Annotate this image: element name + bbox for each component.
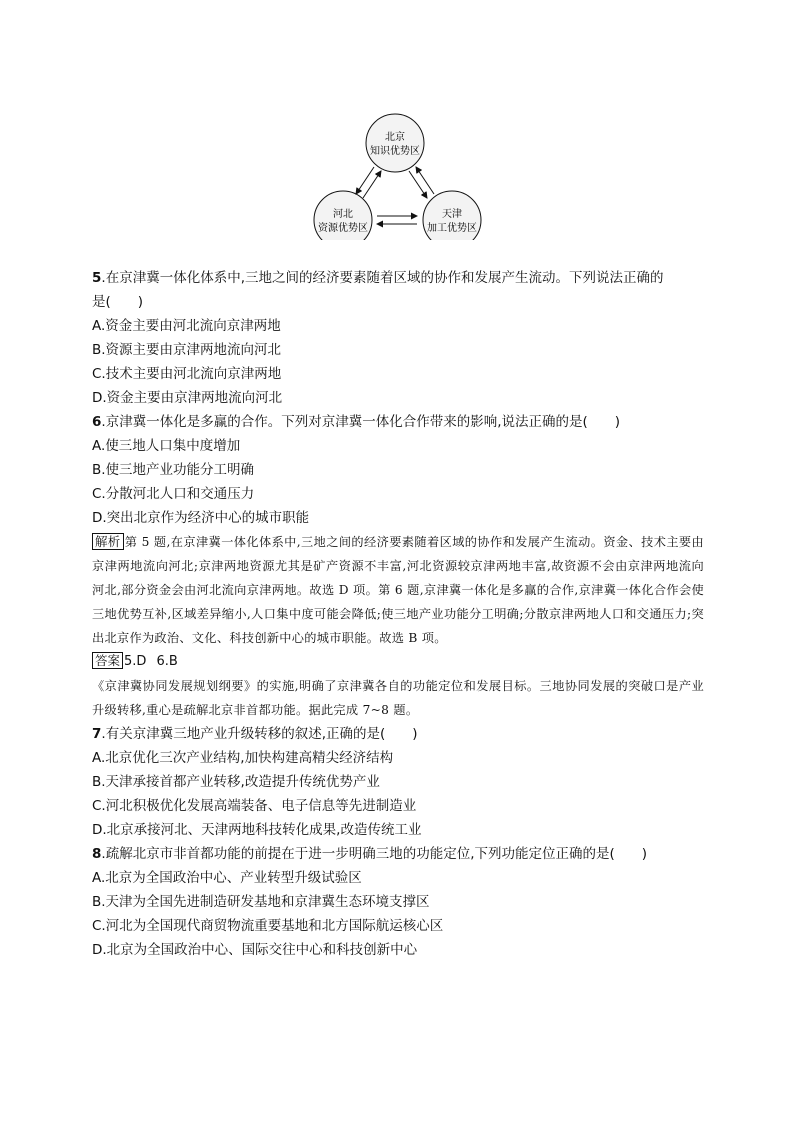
tianjin-name: 天津 bbox=[442, 209, 462, 220]
question-7-number: 7 bbox=[92, 726, 102, 742]
question-5-stem-line1: .在京津冀一体化体系中,三地之间的经济要素随着区域的协作和发展产生流动。下列说法正确的 bbox=[101, 270, 664, 286]
question-7-stem: .有关京津冀三地产业升级转移的叙述,正确的是( ) bbox=[101, 726, 418, 742]
question-7-option-a[interactable]: A.北京优化三次产业结构,加快构建高精尖经济结构 bbox=[92, 750, 394, 766]
analysis-block bbox=[92, 530, 704, 650]
answer-block bbox=[92, 650, 704, 674]
answer-value-5: 5.D bbox=[124, 654, 147, 669]
question-7-option-b[interactable]: B.天津承接首都产业转移,改造提升传统优势产业 bbox=[92, 774, 380, 790]
question-6 bbox=[92, 410, 704, 530]
question-8-option-c[interactable]: C.河北为全国现代商贸物流重要基地和北方国际航运核心区 bbox=[92, 918, 444, 934]
question-6-option-a[interactable]: A.使三地人口集中度增加 bbox=[92, 438, 241, 454]
hebei-name: 河北 bbox=[333, 209, 353, 220]
question-6-option-b[interactable]: B.使三地产业功能分工明确 bbox=[92, 462, 255, 478]
arrow-beijing-to-tianjin bbox=[409, 171, 427, 198]
question-8-option-d[interactable]: D.北京为全国政治中心、国际交往中心和科技创新中心 bbox=[92, 942, 418, 958]
answer-value-6: 6.B bbox=[156, 654, 178, 669]
analysis-text: 第 5 题,在京津冀一体化体系中,三地之间的经济要素随着区域的协作和发展产生流动。资金、技术主要由京津两地流向河北;京津两地资源尤其是矿产资源不丰富,河北资源较京津两地丰富,故资源不会由京津两地流向河北,部分资金会由河北流向京津两地。故选 D 项。第 6 题,京津冀一体化是多赢的合作,京津冀一体化合作会使三地优势互补,区域差异缩小,人口集中度可能会降低;使三地产业功能分工明确;分散京津两地人口和交通压力;突出北京作为政治、文化、科技创新中心的城市职能。故选 B 项。 bbox=[92, 535, 704, 645]
beijing-name: 北京 bbox=[385, 132, 405, 143]
question-8-option-a[interactable]: A.北京为全国政治中心、产业转型升级试验区 bbox=[92, 870, 362, 886]
question-7 bbox=[92, 722, 704, 842]
question-5-option-a[interactable]: A.资金主要由河北流向京津两地 bbox=[92, 318, 281, 334]
question-5-option-b[interactable]: B.资源主要由京津两地流向河北 bbox=[92, 342, 282, 358]
answer-tag: 答案 bbox=[92, 652, 123, 669]
question-7-option-d[interactable]: D.北京承接河北、天津两地科技转化成果,改造传统工业 bbox=[92, 822, 422, 838]
analysis-tag: 解析 bbox=[92, 533, 124, 550]
intro-7-8: 《京津冀协同发展规划纲要》的实施,明确了京津冀各自的功能定位和发展目标。三地协同发展的突破口是产业升级转移,重心是疏解北京非首都功能。据此完成 7~8 题。 bbox=[92, 679, 704, 717]
arrow-tianjin-to-beijing bbox=[416, 167, 434, 194]
arrow-beijing-to-hebei bbox=[356, 167, 374, 194]
question-6-number: 6 bbox=[92, 414, 102, 430]
question-8-option-b[interactable]: B.天津为全国先进制造研发基地和京津冀生态环境支撑区 bbox=[92, 894, 430, 910]
beijing-role: 知识优势区 bbox=[370, 146, 420, 157]
question-5-option-d[interactable]: D.资金主要由京津两地流向河北 bbox=[92, 390, 283, 406]
question-8-number: 8 bbox=[92, 846, 102, 862]
arrow-hebei-to-beijing bbox=[363, 171, 381, 198]
question-6-option-d[interactable]: D.突出北京作为经济中心的城市职能 bbox=[92, 510, 310, 526]
question-7-option-c[interactable]: C.河北积极优化发展高端装备、电子信息等先进制造业 bbox=[92, 798, 417, 814]
economic-flow-diagram bbox=[300, 110, 490, 240]
tianjin-role: 加工优势区 bbox=[427, 223, 477, 234]
question-8 bbox=[92, 842, 704, 962]
question-5-option-c[interactable]: C.技术主要由河北流向京津两地 bbox=[92, 366, 282, 382]
question-6-stem: .京津冀一体化是多赢的合作。下列对京津冀一体化合作带来的影响,说法正确的是( ) bbox=[101, 414, 621, 430]
hebei-role: 资源优势区 bbox=[318, 223, 368, 234]
question-5-number: 5 bbox=[92, 270, 102, 286]
beijing-node bbox=[366, 114, 424, 172]
question-6-option-c[interactable]: C.分散河北人口和交通压力 bbox=[92, 486, 255, 502]
question-5 bbox=[92, 266, 704, 410]
question-5-stem-line2: 是( ) bbox=[92, 294, 144, 310]
question-8-stem: .疏解北京市非首都功能的前提在于进一步明确三地的功能定位,下列功能定位正确的是( ) bbox=[101, 846, 648, 862]
question-content bbox=[92, 266, 704, 962]
